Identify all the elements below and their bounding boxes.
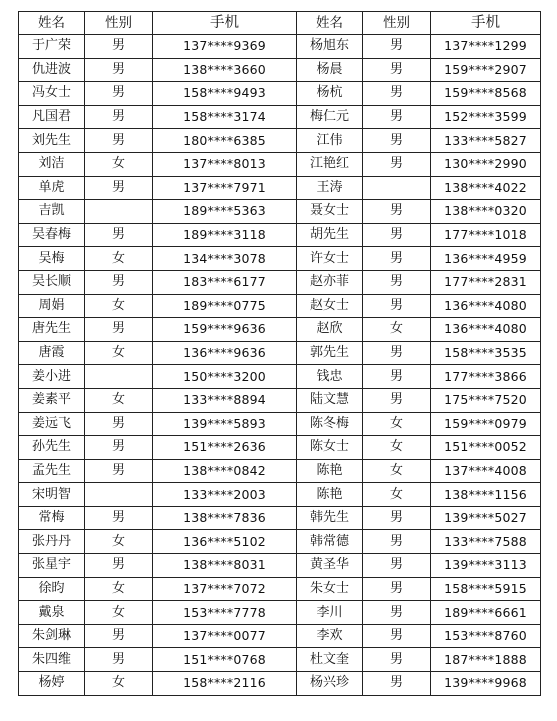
name-cell-right: 杨杭 [297, 82, 363, 106]
gender-cell-left: 男 [85, 459, 153, 483]
phone-cell-right: 138****4022 [431, 176, 541, 200]
gender-cell-left: 女 [85, 530, 153, 554]
phone-cell-right: 139****5027 [431, 506, 541, 530]
name-cell-right: 杨晨 [297, 58, 363, 82]
name-cell-right: 陈冬梅 [297, 412, 363, 436]
gender-cell-left: 男 [85, 58, 153, 82]
gender-cell-right: 男 [363, 554, 431, 578]
name-cell-left: 常梅 [19, 506, 85, 530]
name-cell-left: 姜素平 [19, 388, 85, 412]
name-cell-left: 唐先生 [19, 318, 85, 342]
header-phone-left: 手机 [153, 12, 297, 35]
table-row [19, 483, 541, 507]
name-cell-right: 胡先生 [297, 223, 363, 247]
table-row [19, 365, 541, 389]
phone-cell-left: 137****9369 [153, 35, 297, 59]
name-cell-left: 仇进波 [19, 58, 85, 82]
gender-cell-right: 男 [363, 601, 431, 625]
gender-cell-left [85, 200, 153, 224]
gender-cell-left: 女 [85, 388, 153, 412]
phone-cell-right: 133****7588 [431, 530, 541, 554]
gender-cell-right: 女 [363, 412, 431, 436]
table-row [19, 648, 541, 672]
name-cell-right: 王涛 [297, 176, 363, 200]
phone-cell-left: 137****8013 [153, 152, 297, 176]
name-cell-left: 周娟 [19, 294, 85, 318]
name-cell-right: 陆文慧 [297, 388, 363, 412]
phone-cell-right: 175****7520 [431, 388, 541, 412]
gender-cell-right: 男 [363, 365, 431, 389]
phone-cell-left: 139****5893 [153, 412, 297, 436]
gender-cell-right: 男 [363, 388, 431, 412]
phone-cell-left: 137****7971 [153, 176, 297, 200]
phone-cell-right: 159****0979 [431, 412, 541, 436]
table-row [19, 105, 541, 129]
phone-cell-left: 183****6177 [153, 270, 297, 294]
gender-cell-left: 男 [85, 624, 153, 648]
table-row [19, 270, 541, 294]
table-row [19, 436, 541, 460]
name-cell-left: 朱剑琳 [19, 624, 85, 648]
phone-cell-left: 150****3200 [153, 365, 297, 389]
phone-cell-right: 136****4080 [431, 294, 541, 318]
name-cell-left: 姜远飞 [19, 412, 85, 436]
table-row [19, 412, 541, 436]
gender-cell-left [85, 365, 153, 389]
phone-cell-right: 139****9968 [431, 672, 541, 696]
gender-cell-left: 男 [85, 436, 153, 460]
table-row [19, 672, 541, 696]
name-cell-left: 唐霞 [19, 341, 85, 365]
table-row [19, 35, 541, 59]
name-cell-left: 徐昀 [19, 577, 85, 601]
name-cell-left: 吴长顺 [19, 270, 85, 294]
phone-cell-left: 137****0077 [153, 624, 297, 648]
phone-cell-right: 151****0052 [431, 436, 541, 460]
phone-cell-right: 177****2831 [431, 270, 541, 294]
phone-cell-left: 136****5102 [153, 530, 297, 554]
name-cell-right: 江艳红 [297, 152, 363, 176]
gender-cell-right: 男 [363, 105, 431, 129]
header-row [19, 12, 541, 35]
phone-cell-left: 151****2636 [153, 436, 297, 460]
gender-cell-right: 男 [363, 35, 431, 59]
phone-cell-right: 177****1018 [431, 223, 541, 247]
contact-sheet [18, 11, 541, 696]
table-row [19, 388, 541, 412]
phone-cell-right: 153****8760 [431, 624, 541, 648]
gender-cell-right: 女 [363, 483, 431, 507]
gender-cell-left: 女 [85, 294, 153, 318]
name-cell-left: 于广荣 [19, 35, 85, 59]
contact-table [18, 11, 541, 696]
name-cell-left: 吉凯 [19, 200, 85, 224]
phone-cell-left: 138****3660 [153, 58, 297, 82]
name-cell-right: 许女士 [297, 247, 363, 271]
name-cell-left: 宋明智 [19, 483, 85, 507]
gender-cell-right: 男 [363, 58, 431, 82]
name-cell-left: 刘洁 [19, 152, 85, 176]
table-row [19, 601, 541, 625]
gender-cell-left [85, 483, 153, 507]
phone-cell-right: 136****4959 [431, 247, 541, 271]
name-cell-left: 姜小进 [19, 365, 85, 389]
gender-cell-left: 男 [85, 318, 153, 342]
phone-cell-right: 177****3866 [431, 365, 541, 389]
header-name-right: 姓名 [297, 12, 363, 35]
name-cell-right: 朱女士 [297, 577, 363, 601]
gender-cell-right: 男 [363, 247, 431, 271]
table-row [19, 459, 541, 483]
phone-cell-left: 138****8031 [153, 554, 297, 578]
phone-cell-right: 130****2990 [431, 152, 541, 176]
name-cell-right: 杨兴珍 [297, 672, 363, 696]
gender-cell-right: 男 [363, 341, 431, 365]
gender-cell-right: 男 [363, 648, 431, 672]
phone-cell-left: 158****9493 [153, 82, 297, 106]
gender-cell-right: 男 [363, 672, 431, 696]
name-cell-right: 黄圣华 [297, 554, 363, 578]
gender-cell-right: 男 [363, 152, 431, 176]
gender-cell-right: 男 [363, 129, 431, 153]
gender-cell-right: 男 [363, 624, 431, 648]
gender-cell-left: 女 [85, 577, 153, 601]
phone-cell-left: 137****7072 [153, 577, 297, 601]
name-cell-left: 戴泉 [19, 601, 85, 625]
table-row [19, 530, 541, 554]
gender-cell-right: 女 [363, 459, 431, 483]
phone-cell-left: 138****0842 [153, 459, 297, 483]
name-cell-right: 郭先生 [297, 341, 363, 365]
phone-cell-right: 187****1888 [431, 648, 541, 672]
name-cell-left: 单虎 [19, 176, 85, 200]
gender-cell-right: 男 [363, 294, 431, 318]
phone-cell-left: 138****7836 [153, 506, 297, 530]
gender-cell-left: 男 [85, 412, 153, 436]
phone-cell-left: 158****2116 [153, 672, 297, 696]
name-cell-left: 杨婷 [19, 672, 85, 696]
table-row [19, 554, 541, 578]
phone-cell-right: 133****5827 [431, 129, 541, 153]
phone-cell-left: 189****5363 [153, 200, 297, 224]
phone-cell-left: 133****2003 [153, 483, 297, 507]
gender-cell-left: 女 [85, 341, 153, 365]
table-row [19, 247, 541, 271]
name-cell-right: 江伟 [297, 129, 363, 153]
gender-cell-right [363, 176, 431, 200]
name-cell-right: 赵亦菲 [297, 270, 363, 294]
gender-cell-right: 男 [363, 223, 431, 247]
name-cell-right: 赵女士 [297, 294, 363, 318]
name-cell-left: 冯女士 [19, 82, 85, 106]
gender-cell-right: 男 [363, 530, 431, 554]
gender-cell-left: 男 [85, 82, 153, 106]
table-row [19, 318, 541, 342]
phone-cell-right: 138****1156 [431, 483, 541, 507]
table-row [19, 506, 541, 530]
table-row [19, 577, 541, 601]
phone-cell-right: 158****3535 [431, 341, 541, 365]
table-row [19, 152, 541, 176]
name-cell-left: 吴梅 [19, 247, 85, 271]
phone-cell-left: 189****3118 [153, 223, 297, 247]
phone-cell-left: 133****8894 [153, 388, 297, 412]
table-row [19, 223, 541, 247]
table-row [19, 624, 541, 648]
phone-cell-right: 138****0320 [431, 200, 541, 224]
gender-cell-left: 男 [85, 176, 153, 200]
table-row [19, 129, 541, 153]
gender-cell-right: 男 [363, 506, 431, 530]
phone-cell-left: 180****6385 [153, 129, 297, 153]
name-cell-right: 李川 [297, 601, 363, 625]
gender-cell-left: 女 [85, 247, 153, 271]
gender-cell-left: 男 [85, 223, 153, 247]
table-row [19, 82, 541, 106]
gender-cell-right: 男 [363, 200, 431, 224]
name-cell-left: 刘先生 [19, 129, 85, 153]
phone-cell-right: 139****3113 [431, 554, 541, 578]
phone-cell-left: 136****9636 [153, 341, 297, 365]
phone-cell-right: 159****8568 [431, 82, 541, 106]
name-cell-right: 钱忠 [297, 365, 363, 389]
gender-cell-right: 男 [363, 577, 431, 601]
name-cell-right: 陈艳 [297, 459, 363, 483]
phone-cell-left: 151****0768 [153, 648, 297, 672]
header-name-left: 姓名 [19, 12, 85, 35]
table-row [19, 200, 541, 224]
table-row [19, 176, 541, 200]
phone-cell-right: 137****4008 [431, 459, 541, 483]
gender-cell-right: 男 [363, 270, 431, 294]
header-gender-left: 性别 [85, 12, 153, 35]
name-cell-left: 孟先生 [19, 459, 85, 483]
phone-cell-right: 158****5915 [431, 577, 541, 601]
gender-cell-right: 女 [363, 318, 431, 342]
phone-cell-right: 159****2907 [431, 58, 541, 82]
name-cell-left: 张丹丹 [19, 530, 85, 554]
gender-cell-left: 男 [85, 105, 153, 129]
name-cell-right: 杨旭东 [297, 35, 363, 59]
name-cell-left: 朱四维 [19, 648, 85, 672]
gender-cell-left: 女 [85, 152, 153, 176]
header-gender-right: 性别 [363, 12, 431, 35]
phone-cell-left: 189****0775 [153, 294, 297, 318]
name-cell-left: 孙先生 [19, 436, 85, 460]
phone-cell-left: 158****3174 [153, 105, 297, 129]
phone-cell-left: 159****9636 [153, 318, 297, 342]
gender-cell-right: 男 [363, 82, 431, 106]
table-body [19, 35, 541, 696]
name-cell-right: 聂女士 [297, 200, 363, 224]
name-cell-right: 杜文奎 [297, 648, 363, 672]
phone-cell-right: 152****3599 [431, 105, 541, 129]
gender-cell-left: 女 [85, 672, 153, 696]
table-row [19, 294, 541, 318]
gender-cell-left: 男 [85, 506, 153, 530]
phone-cell-right: 136****4080 [431, 318, 541, 342]
phone-cell-right: 137****1299 [431, 35, 541, 59]
gender-cell-left: 女 [85, 601, 153, 625]
name-cell-right: 韩先生 [297, 506, 363, 530]
gender-cell-right: 女 [363, 436, 431, 460]
name-cell-right: 李欢 [297, 624, 363, 648]
table-row [19, 341, 541, 365]
name-cell-right: 韩常德 [297, 530, 363, 554]
name-cell-left: 吴春梅 [19, 223, 85, 247]
name-cell-right: 赵欣 [297, 318, 363, 342]
gender-cell-left: 男 [85, 648, 153, 672]
phone-cell-left: 134****3078 [153, 247, 297, 271]
gender-cell-left: 男 [85, 129, 153, 153]
phone-cell-left: 153****7778 [153, 601, 297, 625]
name-cell-left: 凡国君 [19, 105, 85, 129]
name-cell-right: 陈女士 [297, 436, 363, 460]
name-cell-right: 陈艳 [297, 483, 363, 507]
name-cell-left: 张星宇 [19, 554, 85, 578]
name-cell-right: 梅仁元 [297, 105, 363, 129]
table-row [19, 58, 541, 82]
gender-cell-left: 男 [85, 270, 153, 294]
header-phone-right: 手机 [431, 12, 541, 35]
phone-cell-right: 189****6661 [431, 601, 541, 625]
gender-cell-left: 男 [85, 554, 153, 578]
gender-cell-left: 男 [85, 35, 153, 59]
